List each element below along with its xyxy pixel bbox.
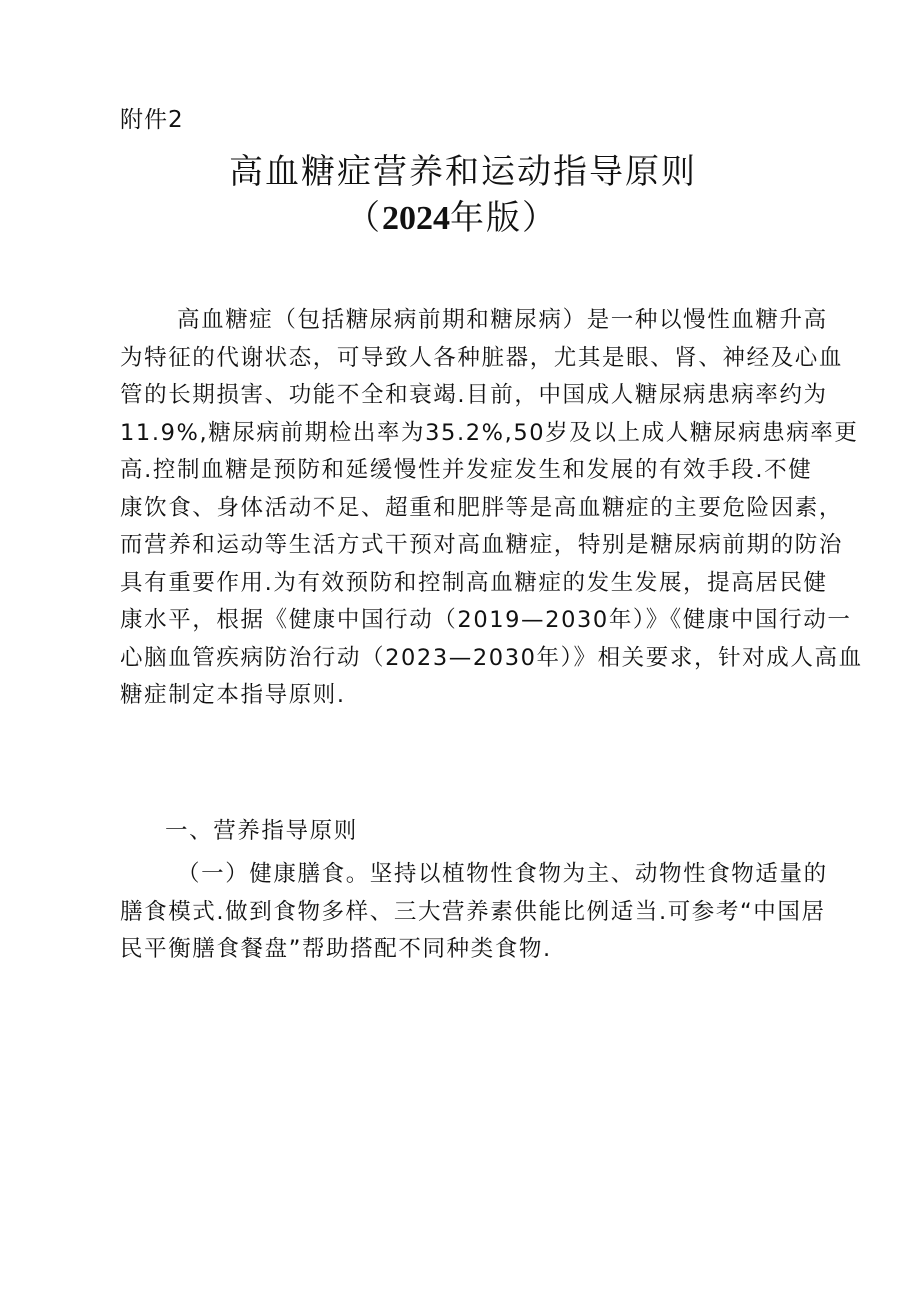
subtitle-year: 2024 [382, 200, 450, 237]
paragraph-line: 管的长期损害、功能不全和衰竭.目前，中国成人糖尿病患病率约为 [120, 382, 828, 408]
paragraph-line: 膳食模式.做到食物多样、三大营养素供能比例适当.可参考“中国居 [120, 898, 826, 925]
paragraph-line: 具有重要作用.为有效预防和控制高血糖症的发生发展，提高居民健 [120, 569, 828, 596]
paragraph-line: 高血糖症（包括糖尿病前期和糖尿病）是一种以慢性血糖升高 [177, 307, 828, 333]
section-heading: 一、营养指导原则 [165, 818, 358, 844]
subtitle-open-paren: （ [346, 198, 382, 238]
paragraph-line: 11.9%,糖尿病前期检出率为35.2%,50岁及以上成人糖尿病患病率更 [120, 419, 859, 446]
paragraph-line: 糖症制定本指导原则. [120, 682, 346, 708]
document-subtitle [0, 196, 912, 241]
paragraph-line: 民平衡膳食餐盘”帮助搭配不同种类食物. [120, 936, 552, 962]
paragraph-line: 康饮食、身体活动不足、超重和肥胖等是高血糖症的主要危险因素， [120, 494, 844, 521]
paragraph-line: 高.控制血糖是预防和延缓慢性并发症发生和发展的有效手段.不健 [120, 457, 813, 483]
paragraph-line: 心脑血管疾病防治行动（2023—2030年）》相关要求，针对成人高血 [120, 644, 863, 671]
subtitle-text: 年版） [450, 198, 558, 238]
paragraph-line: （一）健康膳食。坚持以植物性食物为主、动物性食物适量的 [177, 861, 828, 887]
diet-paragraph [120, 856, 828, 969]
paragraph-line: 而营养和运动等生活方式干预对高血糖症，特别是糖尿病前期的防治 [120, 532, 844, 558]
document-title: 高血糖症营养和运动指导原则 [229, 152, 697, 192]
paragraph-line: 为特征的代谢状态，可导致人各种脏器，尤其是眼、肾、神经及心血 [120, 344, 844, 371]
attachment-label: 附件2 [120, 107, 184, 133]
intro-paragraph [120, 302, 863, 715]
paragraph-line: 康水平，根据《健康中国行动（2019—2030年）》《健康中国行动一 [120, 607, 852, 633]
